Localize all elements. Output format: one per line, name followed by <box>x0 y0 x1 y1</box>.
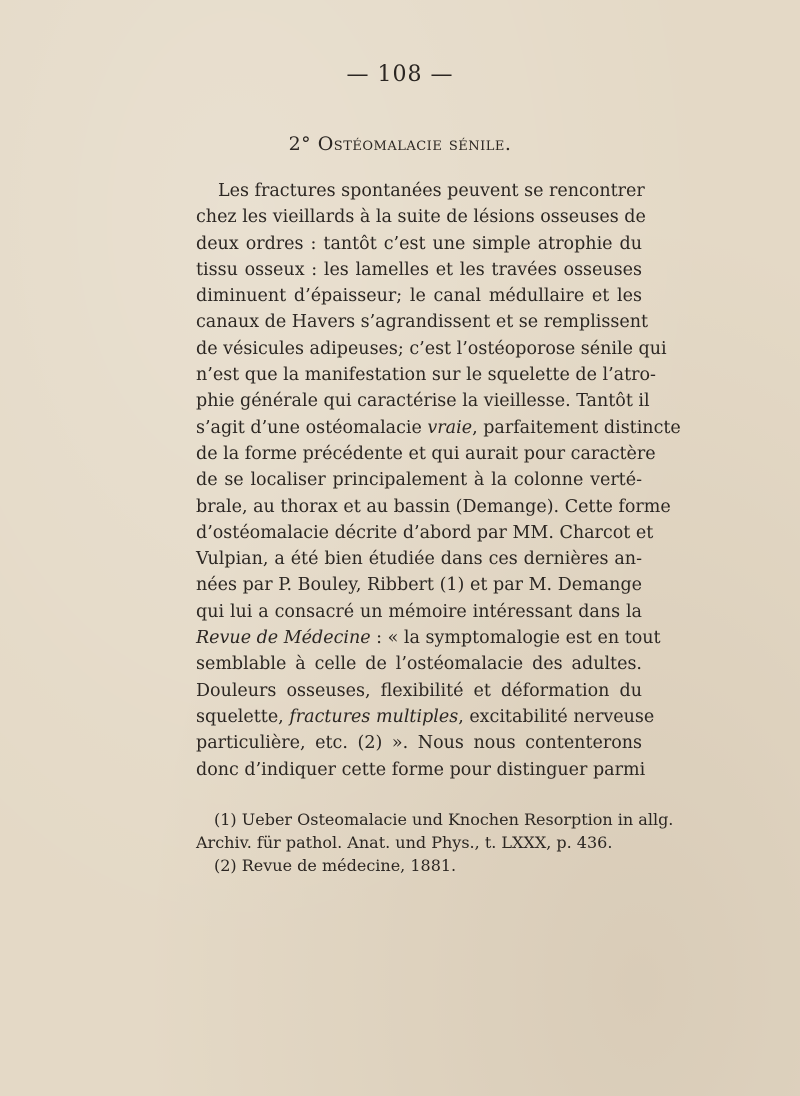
text-line: qui lui a consacré un mémoire intéressant dans la <box>196 601 642 622</box>
italic-phrase: fractures multiples <box>289 706 459 727</box>
text-line: de se localiser principalement à la colonne verté- <box>196 470 642 491</box>
section-number: 2° <box>288 133 312 155</box>
text-segment: s’agit d’une ostéomalacie <box>196 417 428 438</box>
section-title <box>0 133 800 155</box>
body-paragraph <box>196 178 681 783</box>
text-line <box>196 704 655 730</box>
text-line <box>196 625 661 651</box>
text-line: phie générale qui caractérise la vieillesse. Tantôt il <box>196 391 650 412</box>
footnote-1-continuation: Archiv. für pathol. Anat. und Phys., t. LXXX, p. 436. <box>196 833 613 852</box>
footnote-1: (1) Ueber Osteomalacie und Knochen Resorption in allg. <box>214 810 674 829</box>
text-line: chez les vieillards à la suite de lésions osseuses de <box>196 207 646 228</box>
text-segment: , excitabilité nerveuse <box>458 706 655 727</box>
text-line: nées par P. Bouley, Ribbert (1) et par M. Demange <box>196 575 642 596</box>
text-segment: squelette, <box>196 706 290 727</box>
text-line: deux ordres : tantôt c’est une simple atrophie du <box>196 233 642 254</box>
text-line: d’ostéomalacie décrite d’abord par MM. Charcot et <box>196 522 654 543</box>
text-line: brale, au thorax et au bassin (Demange). Cette forme <box>196 496 671 517</box>
text-line: tissu osseux : les lamelles et les travées osseuses <box>196 259 642 280</box>
page-number: — 108 — <box>346 62 454 87</box>
section-title-text: Ostéomalacie sénile. <box>317 133 512 155</box>
text-line: Douleurs osseuses, flexibilité et déformation du <box>196 680 642 701</box>
text-line: donc d’indiquer cette forme pour distinguer parmi <box>196 759 646 780</box>
text-line: particulière, etc. (2) ». Nous nous contenterons <box>196 733 642 754</box>
text-line: de la forme précédente et qui aurait pour caractère <box>196 443 656 464</box>
text-line: diminuent d’épaisseur; le canal médullaire et les <box>196 286 642 307</box>
italic-phrase: vraie <box>427 417 473 438</box>
text-line: Les fractures spontanées peuvent se rencontrer <box>218 181 645 201</box>
text-line: n’est que la manifestation sur le squelette de l’atro- <box>196 365 656 386</box>
text-line: de vésicules adipeuses; c’est l’ostéoporose sénile qui <box>196 338 667 359</box>
text-segment: , parfaitement distincte <box>472 417 681 438</box>
text-line: Vulpian, a été bien étudiée dans ces dernières an- <box>196 549 642 570</box>
italic-phrase: Revue de Médecine <box>196 628 371 649</box>
footnote-2: (2) Revue de médecine, 1881. <box>214 856 457 875</box>
text-segment: : « la symptomalogie est en tout <box>370 628 661 649</box>
text-line <box>196 415 681 441</box>
text-line: canaux de Havers s’agrandissent et se remplissent <box>196 312 649 333</box>
text-line: semblable à celle de l’ostéomalacie des adultes. <box>196 654 642 675</box>
footnotes <box>196 808 674 877</box>
